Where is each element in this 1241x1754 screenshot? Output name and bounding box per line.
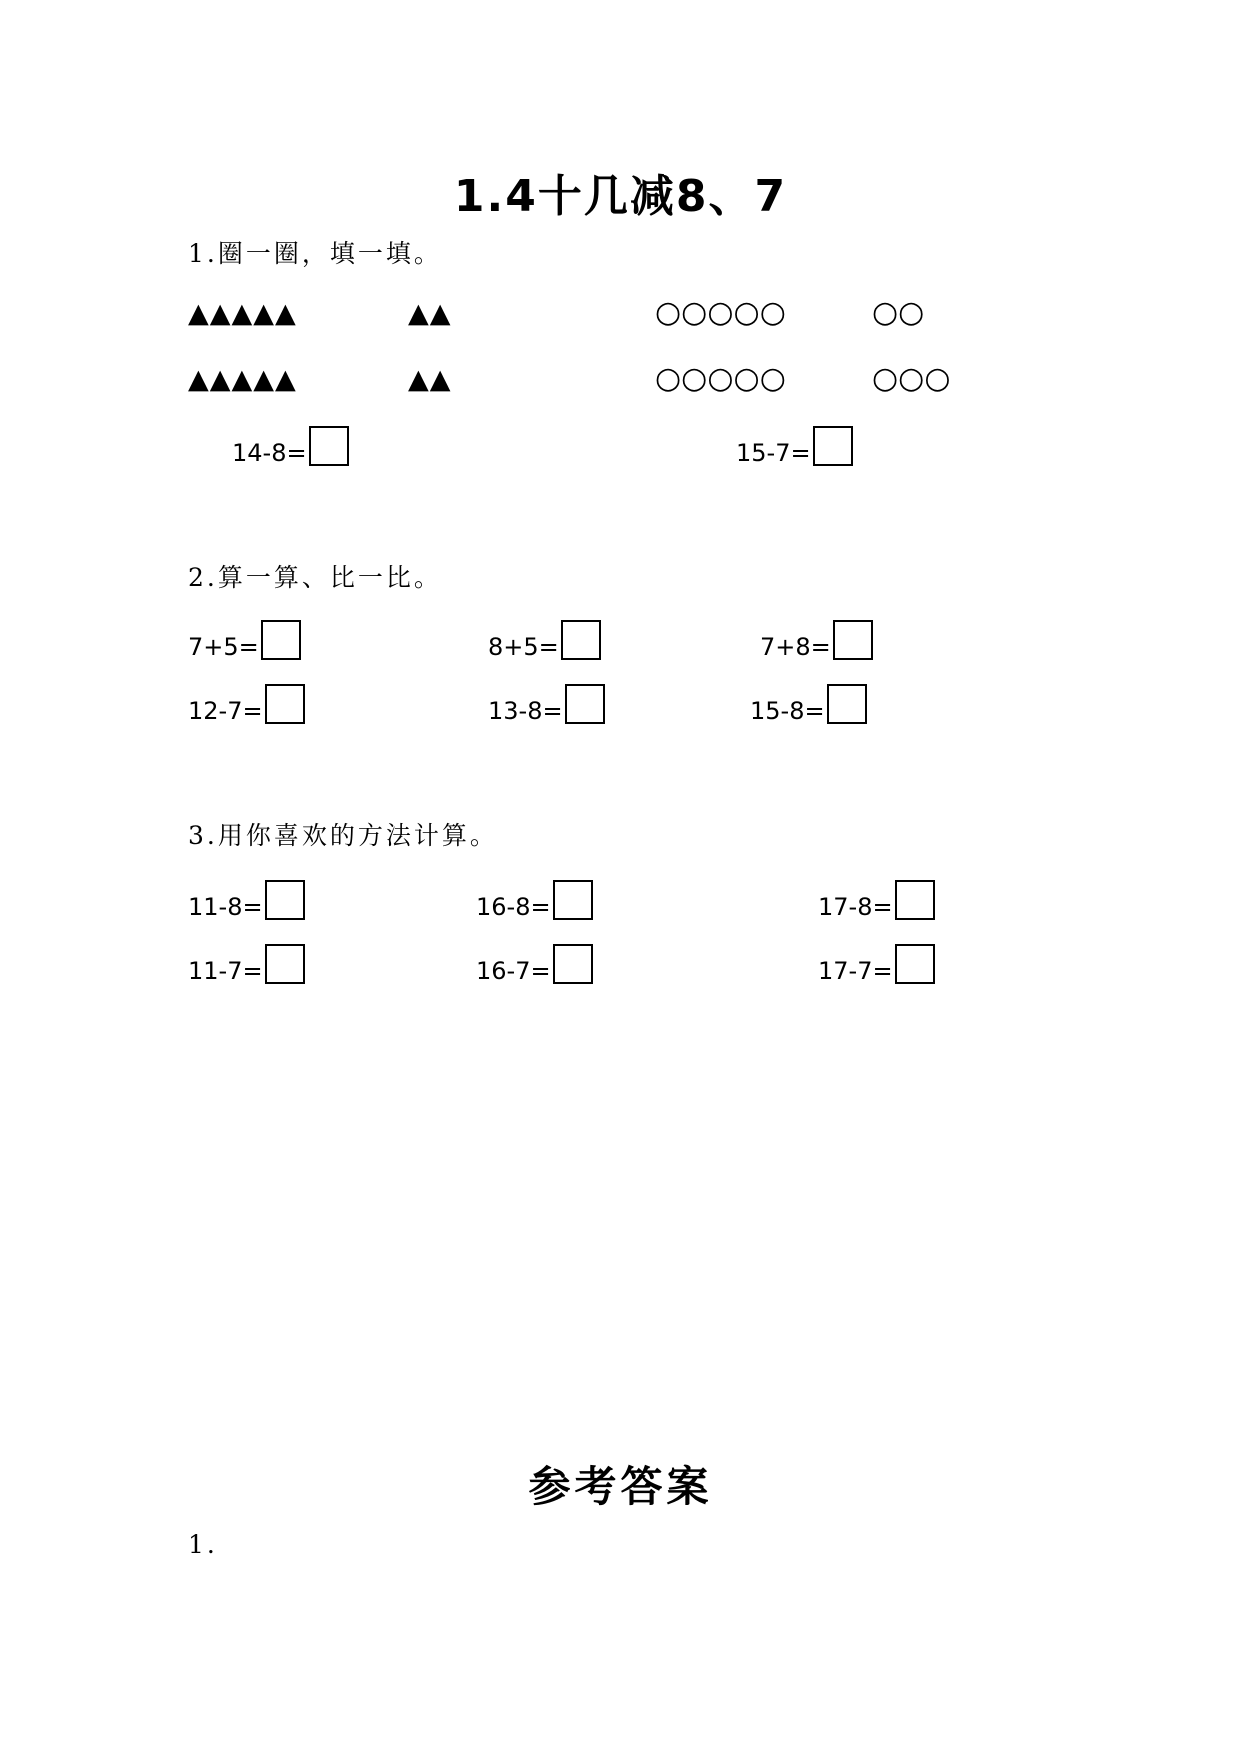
equation-row — [188, 944, 305, 984]
triangle-group-row2-b: ▲▲ — [408, 364, 452, 395]
equation-row — [488, 684, 605, 724]
equation-row — [488, 620, 601, 660]
equation-text: 11-8= — [188, 893, 263, 921]
answer-box[interactable] — [261, 620, 301, 660]
answer-box[interactable] — [309, 426, 349, 466]
answer-box[interactable] — [813, 426, 853, 466]
triangle-group-row1-a: ▲▲▲▲▲ — [188, 298, 297, 329]
answer-box[interactable] — [553, 880, 593, 920]
circle-group-row2-b: ○○○ — [872, 361, 951, 396]
equation-text: 16-8= — [476, 893, 551, 921]
equation-row — [476, 944, 593, 984]
equation-row — [232, 426, 349, 466]
equation-text: 15-7= — [736, 439, 811, 467]
equation-row — [736, 426, 853, 466]
equation-row — [818, 944, 935, 984]
equation-row — [188, 880, 305, 920]
equation-text: 7+8= — [760, 633, 831, 661]
equation-text: 16-7= — [476, 957, 551, 985]
question-1-heading: 1.圈一圈，填一填。 — [188, 239, 442, 268]
question-2-heading: 2.算一算、比一比。 — [188, 563, 442, 592]
answer-item-1: 1. — [188, 1530, 218, 1559]
answer-box[interactable] — [895, 880, 935, 920]
equation-row — [760, 620, 873, 660]
equation-text: 7+5= — [188, 633, 259, 661]
equation-row — [476, 880, 593, 920]
equation-text: 15-8= — [750, 697, 825, 725]
page-title: 1.4十几减8、7 — [453, 171, 788, 222]
answer-box[interactable] — [561, 620, 601, 660]
answer-box[interactable] — [833, 620, 873, 660]
answer-box[interactable] — [565, 684, 605, 724]
equation-row — [818, 880, 935, 920]
equation-text: 14-8= — [232, 439, 307, 467]
equation-row — [188, 684, 305, 724]
equation-text: 8+5= — [488, 633, 559, 661]
equation-row — [188, 620, 301, 660]
circle-group-row1-b: ○○ — [872, 295, 925, 330]
answer-box[interactable] — [265, 880, 305, 920]
circle-group-row2-a: ○○○○○ — [655, 361, 786, 396]
answer-box[interactable] — [265, 684, 305, 724]
equation-text: 11-7= — [188, 957, 263, 985]
answer-box[interactable] — [895, 944, 935, 984]
circle-group-row1-a: ○○○○○ — [655, 295, 786, 330]
triangle-group-row1-b: ▲▲ — [408, 298, 452, 329]
triangle-group-row2-a: ▲▲▲▲▲ — [188, 364, 297, 395]
answer-box[interactable] — [827, 684, 867, 724]
question-3-heading: 3.用你喜欢的方法计算。 — [188, 821, 498, 850]
equation-text: 17-8= — [818, 893, 893, 921]
equation-text: 17-7= — [818, 957, 893, 985]
answer-box[interactable] — [553, 944, 593, 984]
answer-box[interactable] — [265, 944, 305, 984]
answer-key-title: 参考答案 — [528, 1462, 713, 1511]
equation-text: 13-8= — [488, 697, 563, 725]
equation-text: 12-7= — [188, 697, 263, 725]
equation-row — [750, 684, 867, 724]
